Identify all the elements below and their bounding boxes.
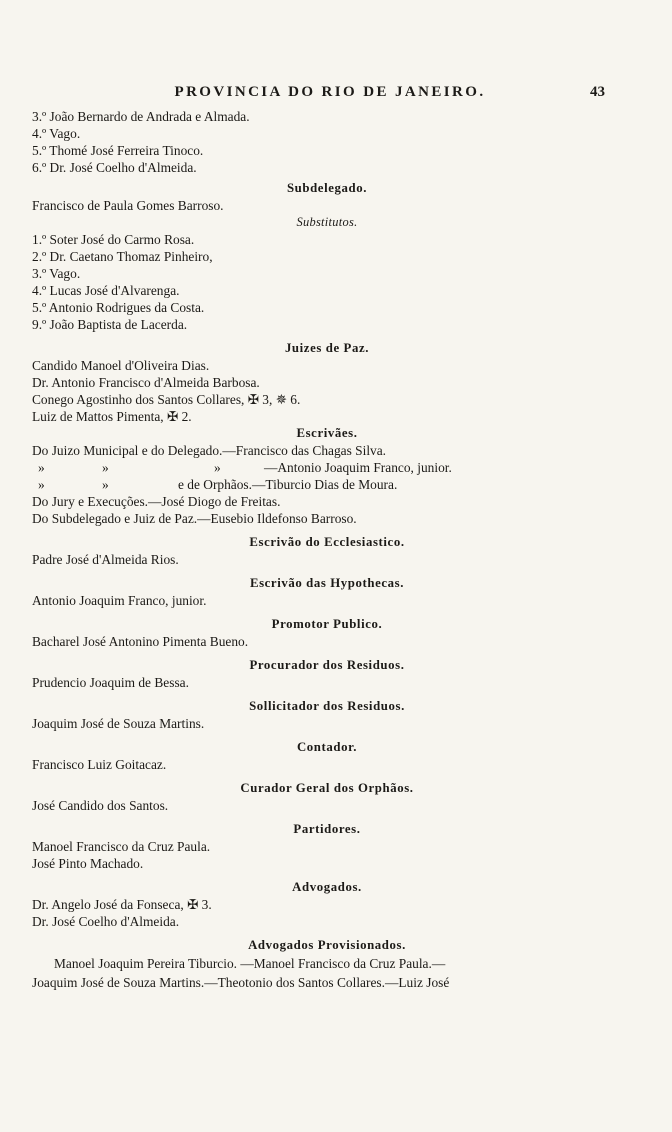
section-heading-contador: Contador. xyxy=(296,740,358,754)
list-item: 4.º Lucas José d'Alvarenga. xyxy=(32,283,180,298)
list-item: 5.º Thomé José Ferreira Tinoco. xyxy=(32,143,204,158)
list-item: Manoel Francisco da Cruz Paula. xyxy=(32,839,211,854)
list-item: Dr. Antonio Francisco d'Almeida Barbosa. xyxy=(32,375,260,390)
ditto-mark: » xyxy=(38,460,45,475)
list-item: 4.º Vago. xyxy=(32,126,81,141)
curador-name: José Candido dos Santos. xyxy=(32,798,169,813)
list-item: José Pinto Machado. xyxy=(32,856,144,871)
escrivaes-line-1: Do Juizo Municipal e do Delegado.—Francisco das Chagas Silva. xyxy=(32,443,387,458)
page-body xyxy=(32,108,622,992)
section-heading-advogados: Advogados. xyxy=(292,880,362,894)
list-item: 1.º Soter José do Carmo Rosa. xyxy=(32,232,195,247)
escrivaes-line-3-text: e de Orphãos.—Tiburcio Dias de Moura. xyxy=(178,477,398,492)
section-heading-subdelegado: Subdelegado. xyxy=(286,181,368,195)
list-item: 3.º Vago. xyxy=(32,266,81,281)
section-heading-juizes: Juizes de Paz. xyxy=(284,341,370,355)
section-heading-promotor: Promotor Publico. xyxy=(271,617,383,631)
contador-name: Francisco Luiz Goitacaz. xyxy=(32,757,167,772)
list-item: 9.º João Baptista de Lacerda. xyxy=(32,317,188,332)
section-heading-partidores: Partidores. xyxy=(293,822,361,836)
escrivaes-line-4: Do Jury e Execuções.—José Diogo de Freitas. xyxy=(32,494,281,509)
section-heading-curador: Curador Geral dos Orphãos. xyxy=(240,781,414,795)
list-item: Dr. Angelo José da Fonseca, ✠ 3. xyxy=(32,897,212,912)
section-heading-procurador: Procurador dos Residuos. xyxy=(249,658,405,672)
provisionados-line-1: Manoel Joaquim Pereira Tiburcio. —Manoel Francisco da Cruz Paula.— xyxy=(54,956,446,971)
ditto-mark: » xyxy=(102,460,109,475)
sollicitador-name: Joaquim José de Souza Martins. xyxy=(32,716,205,731)
section-heading-escrivaes: Escrivães. xyxy=(296,426,358,440)
list-item: 2.º Dr. Caetano Thomaz Pinheiro, xyxy=(32,249,213,264)
promotor-name: Bacharel José Antonino Pimenta Bueno. xyxy=(32,634,249,649)
list-item: 6.º Dr. José Coelho d'Almeida. xyxy=(32,160,197,175)
list-item: 5.º Antonio Rodrigues da Costa. xyxy=(32,300,205,315)
list-item: Candido Manoel d'Oliveira Dias. xyxy=(32,358,210,373)
escrivaes-line-2-text: —Antonio Joaquim Franco, junior. xyxy=(264,460,452,475)
ditto-mark: » xyxy=(38,477,45,492)
list-item: Luiz de Mattos Pimenta, ✠ 2. xyxy=(32,409,192,424)
section-heading-hypothecas: Escrivão das Hypothecas. xyxy=(249,576,405,590)
escrivaes-line-5: Do Subdelegado e Juiz de Paz.—Eusebio Ildefonso Barroso. xyxy=(32,511,357,526)
ditto-mark: » xyxy=(102,477,109,492)
hypothecas-name: Antonio Joaquim Franco, junior. xyxy=(32,593,207,608)
section-heading-sollicitador: Sollicitador dos Residuos. xyxy=(249,699,405,713)
running-title: PROVINCIA DO RIO DE JANEIRO. xyxy=(174,84,486,100)
list-item: 3.º João Bernardo de Andrada e Almada. xyxy=(32,109,250,124)
subheading-substitutos: Substitutos. xyxy=(296,215,358,229)
page-header xyxy=(0,84,672,106)
list-item: Conego Agostinho dos Santos Collares, ✠ 3, ✵ 6. xyxy=(32,392,301,407)
ditto-mark: » xyxy=(214,460,221,475)
provisionados-paragraph xyxy=(32,954,622,992)
section-heading-ecclesiastico: Escrivão do Ecclesiastico. xyxy=(249,535,405,549)
escrivaes-line-3 xyxy=(32,476,622,493)
section-heading-provisionados: Advogados Provisionados. xyxy=(248,938,406,952)
list-item: Dr. José Coelho d'Almeida. xyxy=(32,914,180,929)
page-number: 43 xyxy=(590,84,605,100)
subdelegado-name: Francisco de Paula Gomes Barroso. xyxy=(32,198,224,213)
procurador-name: Prudencio Joaquim de Bessa. xyxy=(32,675,189,690)
escrivaes-line-2 xyxy=(32,459,622,476)
ecclesiastico-name: Padre José d'Almeida Rios. xyxy=(32,552,179,567)
provisionados-line-2: Joaquim José de Souza Martins.—Theotonio dos Santos Collares.—Luiz José xyxy=(32,975,450,990)
